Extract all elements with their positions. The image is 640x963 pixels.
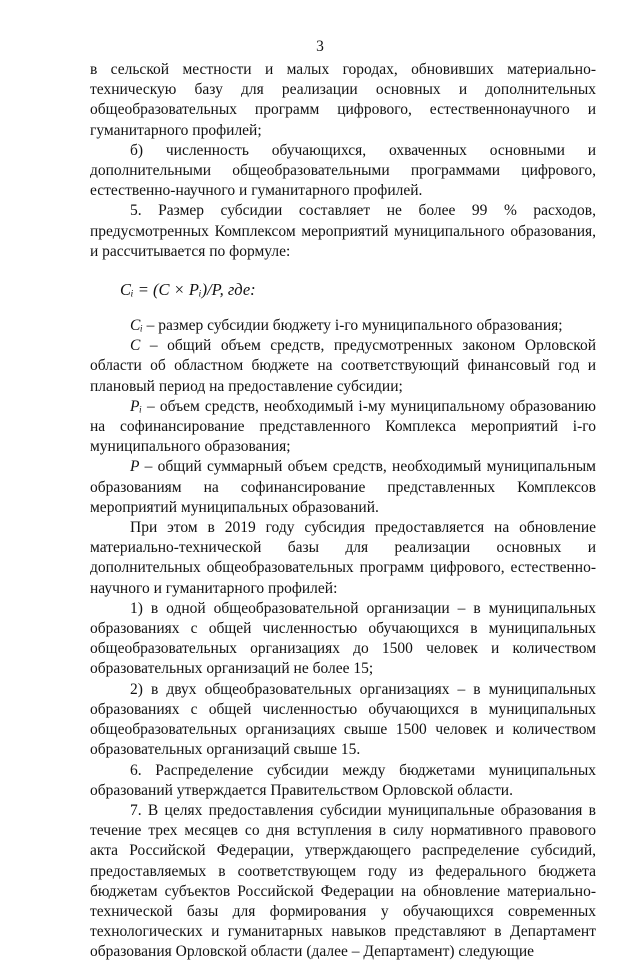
paragraph-continuation: в сельской местности и малых городах, обновивших материально-техническую базу для реализации основных и дополнительных общеобразовательных программ цифрового, естественнонаучного и гуманитарного профилей; [90, 61, 596, 139]
definition-pi-text: – объем средств, необходимый i-му муниципальному образованию на софинансирование представленного Комплекса мероприятий i-го муниципального образования; [90, 397, 596, 456]
symbol-p: P [130, 458, 140, 476]
page-number: 3 [316, 38, 324, 55]
paragraph-5: 5. Размер субсидии составляет не более 99 % расходов, предусмотренных Комплексом мероприятий муниципального образования, и рассчитывается по формуле: [90, 202, 596, 260]
list-item-1: 1) в одной общеобразовательной организации – в муниципальных образованиях с общей численностью обучающихся в муниципальных общеобразовательных организациях до 1500 человек и количеством образовательных организаций не более 15; [90, 599, 596, 678]
definition-p [90, 457, 596, 518]
paragraph-6: 6. Распределение субсидии между бюджетами муниципальных образований утверждается Правительством Орловской области. [90, 761, 596, 799]
definition-p-text: – общий суммарный объем средств, необходимый муниципальным образованиям на софинансирование представленных Комплексов мероприятий муниципальных образований. [90, 458, 596, 516]
definition-ci-text: – размер субсидии бюджету i-го муниципального образования; [142, 317, 563, 335]
definition-pi [90, 397, 596, 458]
symbol-c: C [130, 337, 141, 355]
paragraph-item-b: б) численность обучающихся, охваченных основными и дополнительными общеобразовательными программами цифрового, естественно-научного и гуманитарного профилей. [90, 141, 596, 200]
definition-ci [90, 316, 596, 336]
subsidy-formula: Cᵢ = (C × Pᵢ)/P, где: [120, 280, 256, 300]
document-body [90, 60, 596, 963]
symbol-ci: Cᵢ [130, 317, 143, 335]
list-item-2: 2) в двух общеобразовательных организациях – в муниципальных образованиях с общей численностью обучающихся в муниципальных общеобразовательных организациях свыше 1500 человек и количеством образовательных организаций свыше 15. [90, 680, 596, 759]
paragraph-7: 7. В целях предоставления субсидии муниципальные образования в течение трех месяцев со дня вступления в силу нормативного правового акта Российской Федерации, утверждающего распределение субсидий, предоставляемых в соответствующем году из федерального бюджета бюджетам субъектов Российской Федерации на обновление материально-технической базы для формирования у обучающихся современных технологических и гуманитарных навыков представляют в Департамент образования Орловской области (далее – Департамент) следующие [90, 801, 596, 961]
symbol-pi: Pᵢ [130, 397, 142, 415]
paragraph-2019-note: При этом в 2019 году субсидия предоставляется на обновление материально-технической базы для реализации основных и дополнительных общеобразовательных программ цифрового, естественно-научного и гуманитарного профилей: [90, 519, 596, 597]
definition-c [90, 336, 596, 397]
definition-c-text: – общий объем средств, предусмотренных законом Орловской области об областном бюджете на соответствующий финансовый год и плановый период на предоставление субсидии; [90, 337, 596, 395]
